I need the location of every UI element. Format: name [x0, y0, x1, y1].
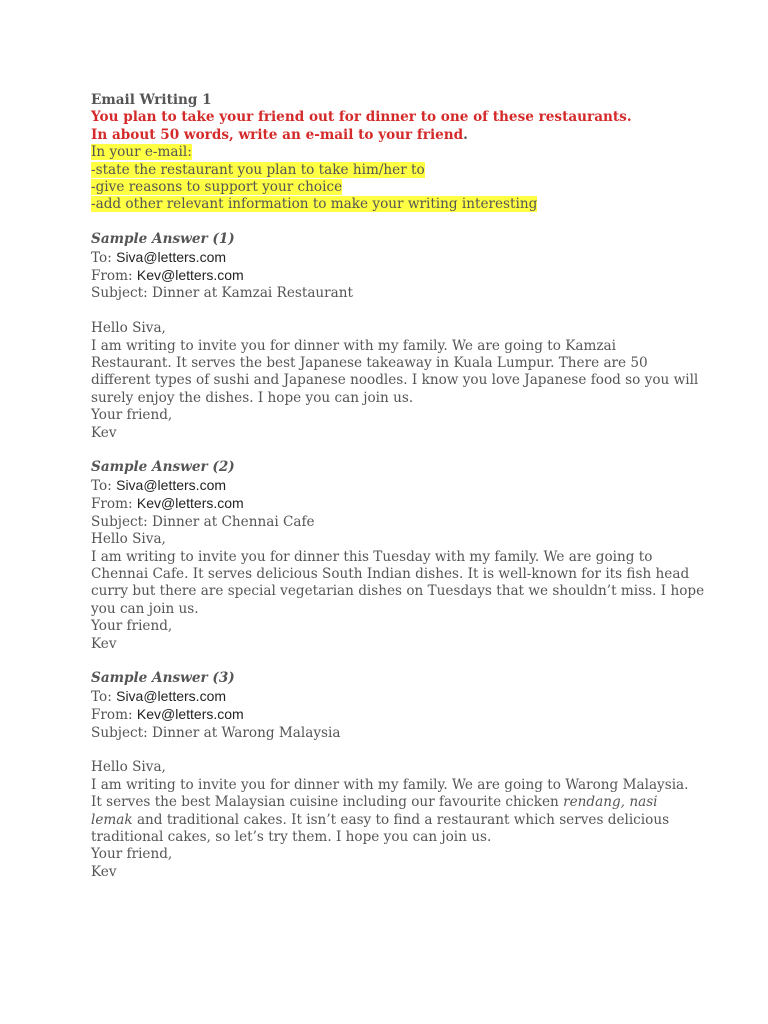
- email-subject: Subject: Dinner at Chennai Cafe: [91, 513, 315, 530]
- instruction-line-2-text: In about 50 words, write an e-mail to your friend: [91, 126, 464, 143]
- email-body-line: I am writing to invite you for dinner with my family. We are going to Kamzai: [91, 337, 616, 354]
- email-subject: Subject: Dinner at Warong Malaysia: [91, 724, 341, 741]
- email-from: [91, 706, 711, 724]
- spacer: [91, 742, 711, 759]
- email-signature: Kev: [91, 635, 117, 652]
- email-closing: Your friend,: [91, 618, 173, 635]
- from-address: Kev@letters.com: [136, 706, 244, 723]
- email-body-line: I am writing to invite you for dinner this Tuesday with my family. We are going to: [91, 548, 653, 565]
- spacer: [91, 442, 711, 459]
- email-body-line: [91, 794, 711, 811]
- task-item-text: -add other relevant information to make your writing interesting: [91, 196, 538, 213]
- from-address: Kev@letters.com: [136, 267, 244, 284]
- email-subject: Subject: Dinner at Kamzai Restaurant: [91, 285, 353, 302]
- document-page: [91, 92, 711, 881]
- email-body-line: curry but there are special vegetarian dishes on Tuesdays that we shouldn’t miss. I hope: [91, 583, 705, 600]
- to-label: To:: [91, 477, 117, 494]
- email-greeting: Hello Siva,: [91, 320, 166, 337]
- task-intro: [91, 144, 711, 161]
- email-signature: Kev: [91, 424, 117, 441]
- sample-heading-2: Sample Answer (2): [91, 459, 235, 476]
- body-italic-text: rendang, nasi: [563, 794, 658, 811]
- task-item: [91, 162, 711, 179]
- task-item: [91, 179, 711, 196]
- email-to: [91, 688, 711, 706]
- spacer: [91, 214, 711, 231]
- to-address: Siva@letters.com: [116, 248, 227, 265]
- instruction-line-1: You plan to take your friend out for dinner to one of these restaurants.: [91, 109, 632, 126]
- task-item-text: -give reasons to support your choice: [91, 179, 343, 196]
- email-body-line: different types of sushi and Japanese noodles. I know you love Japanese food so you will: [91, 372, 699, 389]
- sample-heading-1: Sample Answer (1): [91, 231, 235, 248]
- email-to: [91, 477, 711, 495]
- email-closing: Your friend,: [91, 407, 173, 424]
- task-item-text: -state the restaurant you plan to take him/her to: [91, 161, 425, 178]
- email-closing: Your friend,: [91, 846, 173, 863]
- email-body-line: traditional cakes, so let’s try them. I hope you can join us.: [91, 828, 492, 845]
- email-body-line: Restaurant. It serves the best Japanese takeaway in Kuala Lumpur. There are 50: [91, 355, 648, 372]
- to-address: Siva@letters.com: [116, 687, 227, 704]
- from-label: From:: [91, 707, 137, 724]
- email-to: [91, 249, 711, 267]
- email-body-line: surely enjoy the dishes. I hope you can join us.: [91, 389, 414, 406]
- task-intro-text: In your e-mail:: [91, 144, 192, 161]
- email-body-line: Chennai Cafe. It serves delicious South Indian dishes. It is well-known for its fish head: [91, 565, 690, 582]
- to-label: To:: [91, 249, 117, 266]
- email-from: [91, 267, 711, 285]
- instruction-line-2: [91, 127, 711, 144]
- email-greeting: Hello Siva,: [91, 759, 166, 776]
- email-body-line: you can join us.: [91, 600, 199, 617]
- to-address: Siva@letters.com: [116, 476, 227, 493]
- spacer: [91, 653, 711, 670]
- sample-heading-3: Sample Answer (3): [91, 670, 235, 687]
- email-body-line: I am writing to invite you for dinner with my family. We are going to Warong Malaysia.: [91, 776, 689, 793]
- body-italic-text: lemak: [91, 811, 133, 828]
- to-label: To:: [91, 688, 117, 705]
- from-label: From:: [91, 268, 137, 285]
- email-signature: Kev: [91, 863, 117, 880]
- from-address: Kev@letters.com: [136, 495, 244, 512]
- body-text: and traditional cakes. It isn’t easy to find a restaurant which serves delicious: [132, 811, 670, 828]
- document-title: Email Writing 1: [91, 92, 212, 108]
- email-from: [91, 495, 711, 513]
- email-greeting: Hello Siva,: [91, 531, 166, 548]
- body-text: It serves the best Malaysian cuisine including our favourite chicken: [91, 794, 564, 811]
- instruction-line-2-end: .: [463, 126, 468, 143]
- spacer: [91, 303, 711, 320]
- email-body-line: [91, 812, 711, 829]
- task-item: [91, 196, 711, 213]
- from-label: From:: [91, 496, 137, 513]
